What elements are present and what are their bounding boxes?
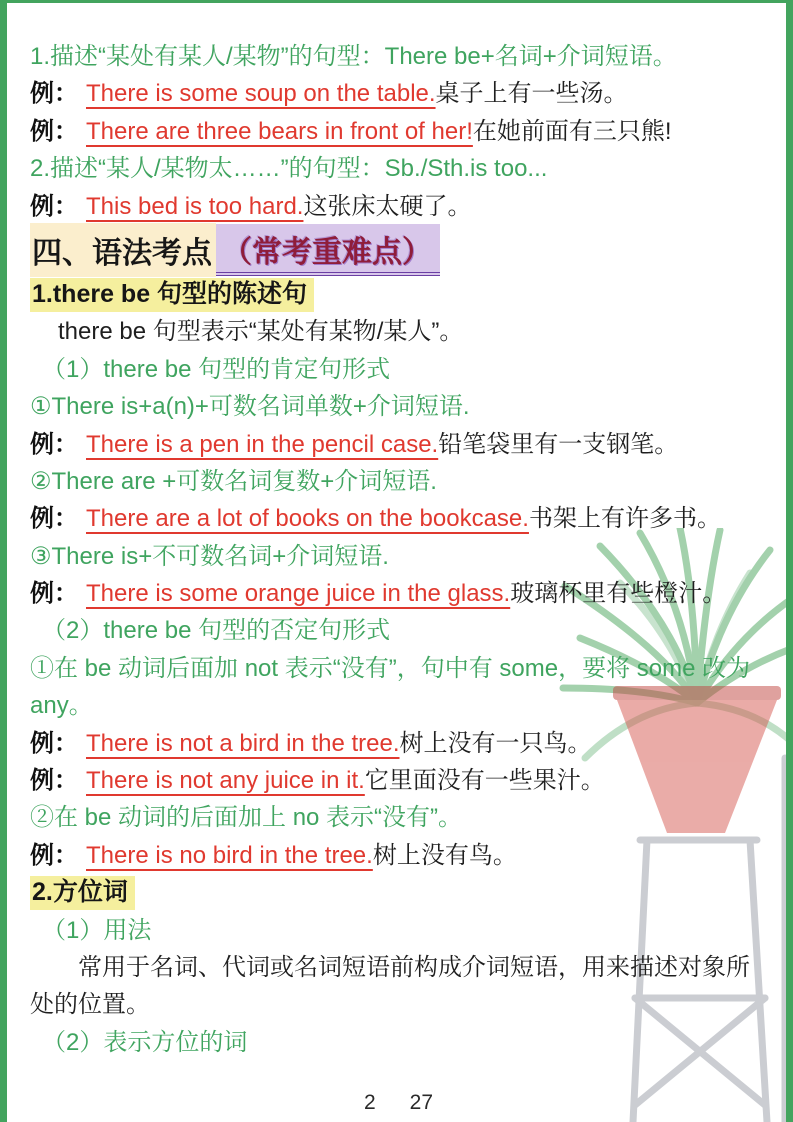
example-line: [30, 575, 767, 612]
example-chinese: 这张床太硬了。: [303, 192, 472, 220]
example-label: 例：: [30, 430, 78, 458]
page-border-right: [786, 0, 793, 1122]
example-line: [30, 188, 767, 225]
usage-heading: （1）用法: [42, 916, 152, 944]
example-line: [30, 113, 767, 150]
example-label: 例：: [30, 729, 78, 757]
affirmative-item-3: ③There is+不可数名词+介词短语.: [30, 542, 389, 570]
example-line: [30, 762, 767, 799]
example-label: 例：: [30, 580, 78, 608]
example-label: 例：: [30, 767, 78, 795]
example-english: There is a pen in the pencil case.: [86, 430, 439, 458]
example-line: [30, 725, 767, 762]
subsection-2-heading-row: [30, 874, 767, 911]
example-english: There is no bird in the tree.: [86, 841, 373, 869]
example-english: There are a lot of books on the bookcase.: [86, 505, 529, 533]
example-english: There is some orange juice in the glass.: [86, 580, 511, 608]
affirmative-item-2: ②There are +可数名词复数+介词短语.: [30, 467, 437, 495]
example-label: 例：: [30, 80, 78, 108]
example-chinese: 桌子上有一些汤。: [435, 80, 628, 108]
example-label: 例：: [30, 505, 78, 533]
negative-heading: （2）there be 句型的否定句形式: [42, 617, 391, 645]
subsection-2-heading: 2.方位词: [30, 876, 135, 910]
example-line: [30, 837, 767, 874]
example-line: [30, 426, 767, 463]
example-chinese: 它里面没有一些果汁。: [364, 767, 605, 795]
example-english: There is some soup on the table.: [86, 80, 436, 108]
page-border-top: [0, 0, 793, 3]
example-chinese: 书架上有许多书。: [528, 505, 721, 533]
section-heading: [30, 226, 767, 274]
subsection-1-heading-row: [30, 276, 767, 313]
negative-item-1: ①在 be 动词后面加 not 表示“没有”，句中有 some，要将 some 改为 any。: [30, 654, 751, 720]
example-label: 例：: [30, 192, 78, 220]
rule-line-1: 1.描述“某处有某人/某物”的句型：There be+名词+介词短语。: [30, 43, 677, 70]
usage-text: 常用于名词、代词或名词短语前构成介词短语，用来描述对象所处的位置。: [30, 954, 750, 1019]
rule-line-2: 2.描述“某人/某物太……”的句型：Sb./Sth.is too...: [30, 155, 548, 183]
example-chinese: 在她前面有三只熊!: [472, 117, 672, 145]
negative-item-2: ②在 be 动词的后面加上 no 表示“没有”。: [30, 804, 463, 832]
subsection-1-heading: 1.there be 句型的陈述句: [30, 278, 314, 312]
example-chinese: 铅笔袋里有一支钢笔。: [438, 430, 679, 458]
example-label: 例：: [30, 841, 78, 869]
example-label: 例：: [30, 117, 78, 145]
page-number-total: 27: [409, 1091, 434, 1115]
example-line: [30, 500, 767, 537]
example-chinese: 玻璃杯里有些橙汁。: [510, 580, 727, 608]
section-title: 四、语法考点: [30, 223, 216, 277]
page-number-current: 2: [363, 1091, 376, 1115]
page-footer: [30, 1091, 767, 1115]
affirmative-heading: （1）there be 句型的肯定句形式: [42, 355, 391, 383]
example-english: There is not any juice in it.: [86, 767, 365, 795]
there-be-description: there be 句型表示“某处有某物/某人”。: [58, 318, 464, 346]
direction-words-heading: （2）表示方位的词: [42, 1028, 248, 1056]
section-title-tag: （常考重难点）: [216, 224, 440, 276]
example-chinese: 树上没有一只鸟。: [399, 729, 592, 757]
example-english: This bed is too hard.: [86, 192, 304, 220]
example-english: There are three bears in front of her!: [86, 117, 473, 145]
example-line: [30, 75, 767, 112]
example-english: There is not a bird in the tree.: [86, 729, 400, 757]
affirmative-item-1: ①There is+a(n)+可数名词单数+介词短语.: [30, 393, 470, 421]
example-chinese: 树上没有鸟。: [372, 841, 517, 869]
page-border-left: [0, 0, 7, 1122]
